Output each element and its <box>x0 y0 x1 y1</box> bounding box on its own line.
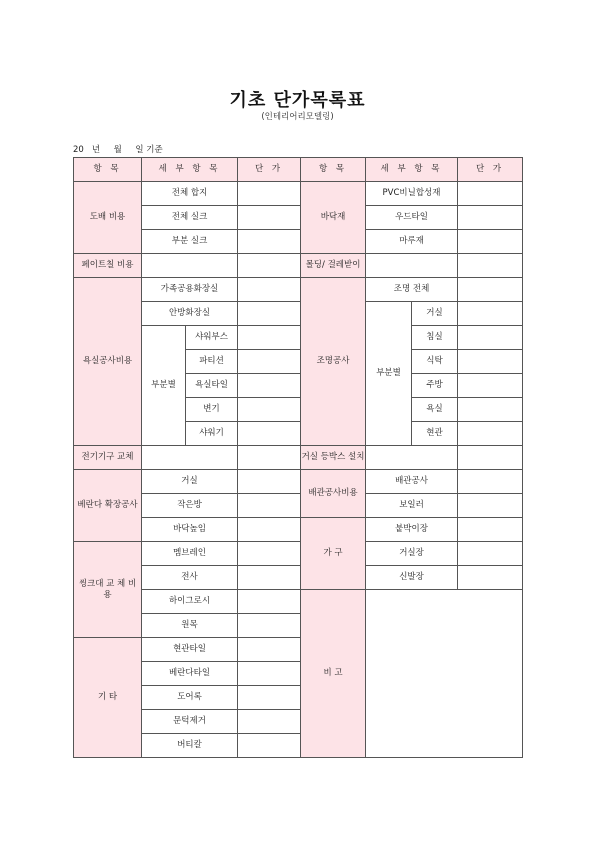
price-cell[interactable] <box>238 542 301 566</box>
price-cell[interactable] <box>238 470 301 494</box>
etc-item: 문턱제거 <box>142 710 238 734</box>
header-detail-left: 세 부 항 목 <box>142 158 238 182</box>
price-cell[interactable] <box>458 182 523 206</box>
floor-item: PVC비닐합성재 <box>366 182 458 206</box>
bathroom-partial-item: 샤워기 <box>186 422 238 446</box>
bathroom-partial-item: 파티션 <box>186 350 238 374</box>
price-cell[interactable] <box>238 710 301 734</box>
detail-cell[interactable] <box>142 446 238 470</box>
detail-cell[interactable] <box>366 446 458 470</box>
price-cell[interactable] <box>238 374 301 398</box>
sink-item: 원목 <box>142 614 238 638</box>
price-cell[interactable] <box>458 374 523 398</box>
price-cell[interactable] <box>458 518 523 542</box>
price-cell[interactable] <box>458 302 523 326</box>
furniture-item: 붙박이장 <box>366 518 458 542</box>
price-cell[interactable] <box>238 446 301 470</box>
price-cell[interactable] <box>238 614 301 638</box>
price-cell[interactable] <box>238 302 301 326</box>
wallpaper-label: 도배 비용 <box>74 182 142 254</box>
etc-item: 베란다타일 <box>142 662 238 686</box>
etc-label: 기 타 <box>74 638 142 758</box>
lightbox-label: 거실 등박스 설치 <box>301 446 366 470</box>
header-price-left: 단 가 <box>238 158 301 182</box>
wallpaper-item: 전체 실크 <box>142 206 238 230</box>
price-cell[interactable] <box>238 494 301 518</box>
document-title: 기초 단가목록표 <box>229 90 366 111</box>
etc-item: 버티칼 <box>142 734 238 758</box>
table-row <box>74 518 523 542</box>
price-cell[interactable] <box>458 278 523 302</box>
price-cell[interactable] <box>238 686 301 710</box>
table-row <box>74 302 523 326</box>
price-cell[interactable] <box>458 566 523 590</box>
floor-item: 마루재 <box>366 230 458 254</box>
price-cell[interactable] <box>238 206 301 230</box>
etc-item: 도어록 <box>142 686 238 710</box>
table-row <box>74 182 523 206</box>
remarks-label: 비 고 <box>301 590 366 758</box>
lighting-partial-item: 현관 <box>412 422 458 446</box>
table-row <box>74 326 523 350</box>
veranda-item: 거실 <box>142 470 238 494</box>
table-row <box>74 206 523 230</box>
bathroom-partial-item: 변기 <box>186 398 238 422</box>
table-row <box>74 494 523 518</box>
veranda-label: 베란다 확장공사 <box>74 470 142 542</box>
header-item-left: 항 목 <box>74 158 142 182</box>
price-cell[interactable] <box>238 638 301 662</box>
document-subtitle: (인테리어리모델링) <box>261 112 334 122</box>
price-cell[interactable] <box>238 518 301 542</box>
price-cell[interactable] <box>458 470 523 494</box>
date-reference-line: 20 년 월 일 기준 <box>73 145 163 155</box>
remarks-area[interactable] <box>366 590 523 758</box>
price-cell[interactable] <box>238 326 301 350</box>
price-cell[interactable] <box>238 662 301 686</box>
floor-item: 우드타일 <box>366 206 458 230</box>
furniture-label: 가 구 <box>301 518 366 590</box>
lighting-partial-item: 주방 <box>412 374 458 398</box>
paint-label: 페이트칠 비용 <box>74 254 142 278</box>
price-cell[interactable] <box>458 206 523 230</box>
price-cell[interactable] <box>458 398 523 422</box>
price-cell[interactable] <box>238 254 301 278</box>
price-cell[interactable] <box>458 446 523 470</box>
wallpaper-item: 부분 실크 <box>142 230 238 254</box>
price-cell[interactable] <box>458 350 523 374</box>
bathroom-label: 욕실공사비용 <box>74 278 142 446</box>
price-cell[interactable] <box>458 254 523 278</box>
price-cell[interactable] <box>238 590 301 614</box>
etc-item: 현관타일 <box>142 638 238 662</box>
detail-cell[interactable] <box>142 254 238 278</box>
electric-label: 전기기구 교체 <box>74 446 142 470</box>
sink-item: 하이그로시 <box>142 590 238 614</box>
price-cell[interactable] <box>238 422 301 446</box>
price-cell[interactable] <box>238 398 301 422</box>
veranda-item: 바닥높임 <box>142 518 238 542</box>
price-cell[interactable] <box>238 230 301 254</box>
bathroom-partial-item: 욕실타일 <box>186 374 238 398</box>
furniture-item: 신발장 <box>366 566 458 590</box>
lighting-partial-item: 식탁 <box>412 350 458 374</box>
bathroom-partial-label: 부분별 <box>142 326 186 446</box>
piping-label: 배관공사비용 <box>301 470 366 518</box>
table-row <box>74 230 523 254</box>
molding-label: 몰딩/ 걸레받이 <box>301 254 366 278</box>
price-cell[interactable] <box>458 230 523 254</box>
bathroom-partial-item: 샤워부스 <box>186 326 238 350</box>
lighting-partial-item: 거실 <box>412 302 458 326</box>
price-list-table <box>73 157 523 758</box>
piping-item: 배관공사 <box>366 470 458 494</box>
lighting-partial-item: 욕실 <box>412 398 458 422</box>
table-row <box>74 278 523 302</box>
price-cell[interactable] <box>238 734 301 758</box>
price-cell[interactable] <box>458 326 523 350</box>
header-item-right: 항 목 <box>301 158 366 182</box>
bathroom-item: 안방화장실 <box>142 302 238 326</box>
table-row <box>74 566 523 590</box>
table-row <box>74 254 523 278</box>
lighting-label: 조명공사 <box>301 278 366 446</box>
price-cell[interactable] <box>238 566 301 590</box>
bathroom-item: 가족공용화장실 <box>142 278 238 302</box>
sink-item: 멤브레인 <box>142 542 238 566</box>
veranda-item: 작은방 <box>142 494 238 518</box>
piping-item: 보일러 <box>366 494 458 518</box>
price-cell[interactable] <box>238 182 301 206</box>
price-cell[interactable] <box>458 494 523 518</box>
header-price-right: 단 가 <box>458 158 523 182</box>
table-row <box>74 470 523 494</box>
price-cell[interactable] <box>458 542 523 566</box>
table-row <box>74 590 523 614</box>
sink-label: 씽크대 교 체 비 용 <box>74 542 142 638</box>
price-cell[interactable] <box>458 422 523 446</box>
table-row <box>74 542 523 566</box>
lighting-full-item: 조명 전체 <box>366 278 458 302</box>
detail-cell[interactable] <box>366 254 458 278</box>
lighting-partial-label: 부분별 <box>366 302 412 446</box>
table-row <box>74 446 523 470</box>
price-cell[interactable] <box>238 350 301 374</box>
lighting-partial-item: 침실 <box>412 326 458 350</box>
sink-item: 전사 <box>142 566 238 590</box>
price-cell[interactable] <box>238 278 301 302</box>
floor-label: 바닥재 <box>301 182 366 254</box>
table-header-row <box>74 158 523 182</box>
furniture-item: 거실장 <box>366 542 458 566</box>
header-detail-right: 세 부 항 목 <box>366 158 458 182</box>
wallpaper-item: 전체 합지 <box>142 182 238 206</box>
